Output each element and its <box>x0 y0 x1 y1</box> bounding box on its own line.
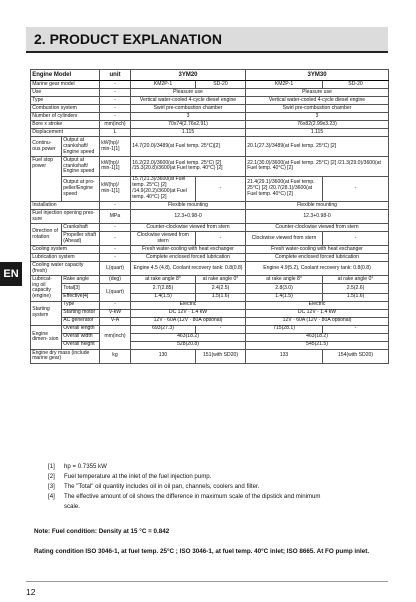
table-row: Fuel stop power Output at crankshaft/ Engine speed kW(hp)/ min-1[1] 16.2(22.0)/3600(at Fuel temp. 25°C) [2] /15.3(20.8)/3600(at Fuel temp. 40°C) [2] 22.1(30.0)/3600(at Fuel temp. 25°C) [2] /21.3(29.0)/3600(at Fuel temp. 40°C) [2] <box>31 157 389 177</box>
table-header-row <box>31 70 389 81</box>
header-engine-model: Engine Model <box>31 70 100 81</box>
table-row: Lubrication system - Complete enclosed forced lubrication Complete enclosed forced lubrication <box>31 254 389 262</box>
fuel-condition-note: Note: Fuel condition: Density at 15 °C = 0.842 <box>34 528 170 535</box>
list-item: [1] hp = 0.7355 kW <box>48 463 107 470</box>
list-item: [3] The "Total" oil quantity includes oil in oil pan, channels, coolers and filter. <box>48 482 260 490</box>
notes-list <box>48 462 321 512</box>
table-row: Direction of rotation Crankshaft - Counter-clockwise viewed from stern Counter-clockwise viewed from stern <box>31 224 389 232</box>
list-item: scale. <box>64 502 80 510</box>
header-unit: unit <box>100 70 131 81</box>
table-row: Use - Pleasure use Pleasure use <box>31 89 389 97</box>
rating-condition-note: Rating condition ISO 3046-1, at fuel temp. 25°C ; ISO 3046-1, at fuel temp. 40°C inlet; ISO 8665. At FO pump inlet. <box>34 548 370 555</box>
table-row: Engine dimen- sion Overall length mm(inch) 693(27.3) - 715(28.1) - <box>31 325 389 333</box>
table-row: Continu- ous power Output at crankshaft/ Engine speed kW(hp)/ min-1[1] 14.7(20.0)/3489(at Fuel temp. 25°C)[2] 20.1(27.3)/3489(at Fuel temp. 25°C) [2] <box>31 137 389 157</box>
table-row: AC generator V-A 12V · 60A (12V · 80A optional) 12V · 60A (12V · 80A optional) <box>31 317 389 325</box>
section-title: 2. PRODUCT EXPLANATION <box>34 31 222 47</box>
list-item: [4] The effective amount of oil shows the difference in maximum scale of the dipstick and minimum <box>48 492 321 500</box>
table-row: Bore x stroke mm(inch) 70x74(2.76x2.91) 76x82(2.99x3.23) <box>31 121 389 129</box>
table-row: Output at pro- peller/Engine speed kW(hp)/ min-1[1] 15.7(21.3)/3600(at Fuel temp. 25°C) [2] /14.9(20.2)/3600(at Fuel temp. 40°C) [2] - 21.4(29.1)/3600(at Fuel temp. 25°C) [2] /20.7(28.1)/3600(at Fuel temp. 40°C) [2] - <box>31 176 389 202</box>
table-row: Cooling system - Fresh water-cooling with heat exchanger Fresh water-cooling with heat exchanger <box>31 246 389 254</box>
spec-table <box>30 69 389 364</box>
table-row: Engine dry mass (include marine gear) kg 130 151(with SD20) 133 154(with SD20) <box>31 349 389 363</box>
header-3ym30: 3YM30 <box>246 70 389 81</box>
table-row: Overall height 528(20.8) 545(21.5) <box>31 341 389 349</box>
table-row: Number of cylinders - 3 3 <box>31 113 389 121</box>
table-row: Fuel injection opening pres- sure MPa 12.3+0.98-0 12.3+0.98-0 <box>31 210 389 224</box>
table-row: Displacement L 1.115 1.115 <box>31 129 389 137</box>
table-row: Lubricat- ing oil capacity (engine) Rake angle (deg) at rake angle 8° at rake angle 0° at rake angle 8° at rake angle 0° <box>31 276 389 284</box>
table-row: Starting motor V-kW DC 12V · 1.4 kW DC 12V · 1.4 kW <box>31 309 389 317</box>
table-row: Cooling water capacity (fresh) L(quart) Engine 4.5 (4.8), Coolant recovery tank: 0.8(0.8) Engine 4.9(5.2), Coolant recovery tank: 0.8(0.8) <box>31 262 389 276</box>
table-row: Marine gear model - KM2P-1 SD-20 KM2P-1 SD-20 <box>31 81 389 89</box>
section-title-bar <box>26 27 388 53</box>
footer-divider <box>26 581 388 582</box>
table-row: Total[3] L(quart) 2.7(2.85) 2.4(2.5) 2.8(3.0) 2.5(2.6) <box>31 284 389 294</box>
language-tab: EN <box>0 262 22 286</box>
table-row: Installation - Flexible mounting Flexible mounting <box>31 202 389 210</box>
page-number: 12 <box>26 587 36 597</box>
table-row: Type - Vertical water-cooled 4-cycle diesel engine Vertical water-cooled 4-cycle diesel engine <box>31 97 389 105</box>
table-row: Overall width 463(18.2) 463(18.2) <box>31 333 389 341</box>
table-row: Propeller shaft (Ahead) - Clockwise viewed from stern - Clockwise viewed from stern - <box>31 232 389 246</box>
list-item: [2] Fuel temperature at the inlet of the fuel injection pump. <box>48 472 212 480</box>
table-row: Starting system Type - Electric Electric <box>31 301 389 309</box>
header-3ym20: 3YM20 <box>131 70 246 81</box>
table-row: Effective[4] 1.4(1.5) 1.5(1.6) 1.4(1.5) 1.5(1.6) <box>31 293 389 301</box>
table-row: Combustion system - Swirl pre-combustion chamber Swirl pre-combustion chamber <box>31 105 389 113</box>
